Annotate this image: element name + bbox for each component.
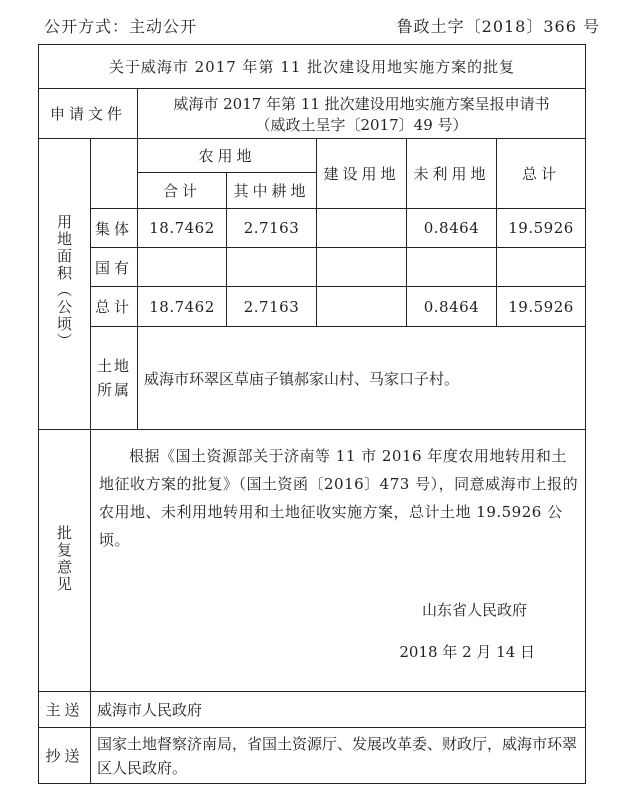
cell-cultivated [227, 248, 317, 287]
ownership-label-cell [91, 327, 138, 430]
table-row [39, 248, 586, 287]
application-line-2: （威政土呈字〔2017〕49 号） [255, 115, 468, 134]
cell-farmland-total: 18.7462 [138, 209, 227, 248]
ownership-label: 土地所属 [96, 357, 131, 399]
cultivated-header: 其中耕地 [227, 173, 317, 209]
land-area-label-cell [39, 139, 91, 430]
cell-grand-total [497, 248, 586, 287]
copy-send-value: 国家土地督察济南局，省国土资源厅、发展改革委、财政厅，威海市环翠区人民政府。 [91, 728, 586, 784]
cell-unused: 0.8464 [407, 287, 497, 327]
application-label: 申请文件 [39, 89, 138, 139]
cell-farmland-total: 18.7462 [138, 287, 227, 327]
opinion-label: 批复意见 [55, 524, 73, 593]
land-area-label: 用地面积（公顷） [55, 214, 73, 350]
cell-cultivated: 2.7163 [227, 209, 317, 248]
application-value [138, 89, 586, 139]
copy-send-label: 抄送 [39, 728, 91, 784]
cell-grand-total: 19.5926 [497, 287, 586, 327]
table-row [39, 209, 586, 248]
construction-land-header: 建设用地 [317, 139, 407, 209]
opinion-label-cell [39, 430, 91, 692]
application-line-1: 威海市 2017 年第 11 批次建设用地实施方案呈报申请书 [173, 94, 550, 113]
unused-land-header: 未利用地 [407, 139, 497, 209]
main-send-value: 威海市人民政府 [91, 692, 586, 728]
cell-unused: 0.8464 [407, 209, 497, 248]
cell-construction [317, 248, 407, 287]
farmland-header: 农用地 [138, 139, 317, 173]
cell-cultivated: 2.7163 [227, 287, 317, 327]
cell-construction [317, 287, 407, 327]
grand-total-header: 总计 [497, 139, 586, 209]
document-title: 关于威海市 2017 年第 11 批次建设用地实施方案的批复 [39, 45, 586, 89]
disclosure-method: 公开方式：主动公开 [44, 17, 198, 36]
approval-form-table [38, 44, 586, 784]
cell-unused [407, 248, 497, 287]
row-header-blank [91, 139, 138, 209]
farmland-total-header: 合计 [138, 173, 227, 209]
row-label-total: 总计 [91, 287, 138, 327]
opinion-body: 根据《国土资源部关于济南等 11 市 2016 年度农用地转用和土地征收方案的批复》（国土资函〔2016〕473 号），同意威海市上报的农用地、未利用地转用和土地征收实施方案，总计土地 19.5926 公顷。 [99, 447, 579, 549]
opinion-content [91, 430, 586, 692]
row-label-collective: 集体 [91, 209, 138, 248]
approval-date: 2018 年 2 月 14 日 [399, 643, 536, 661]
table-row [39, 287, 586, 327]
row-label-state-owned: 国有 [91, 248, 138, 287]
ownership-value: 威海市环翠区草庙子镇郝家山村、马家口子村。 [138, 327, 586, 430]
cell-grand-total: 19.5926 [497, 209, 586, 248]
cell-construction [317, 209, 407, 248]
document-number: 鲁政土字〔2018〕366 号 [396, 17, 600, 36]
issuing-authority: 山东省人民政府 [422, 601, 528, 619]
main-send-label: 主送 [39, 692, 91, 728]
cell-farmland-total [138, 248, 227, 287]
